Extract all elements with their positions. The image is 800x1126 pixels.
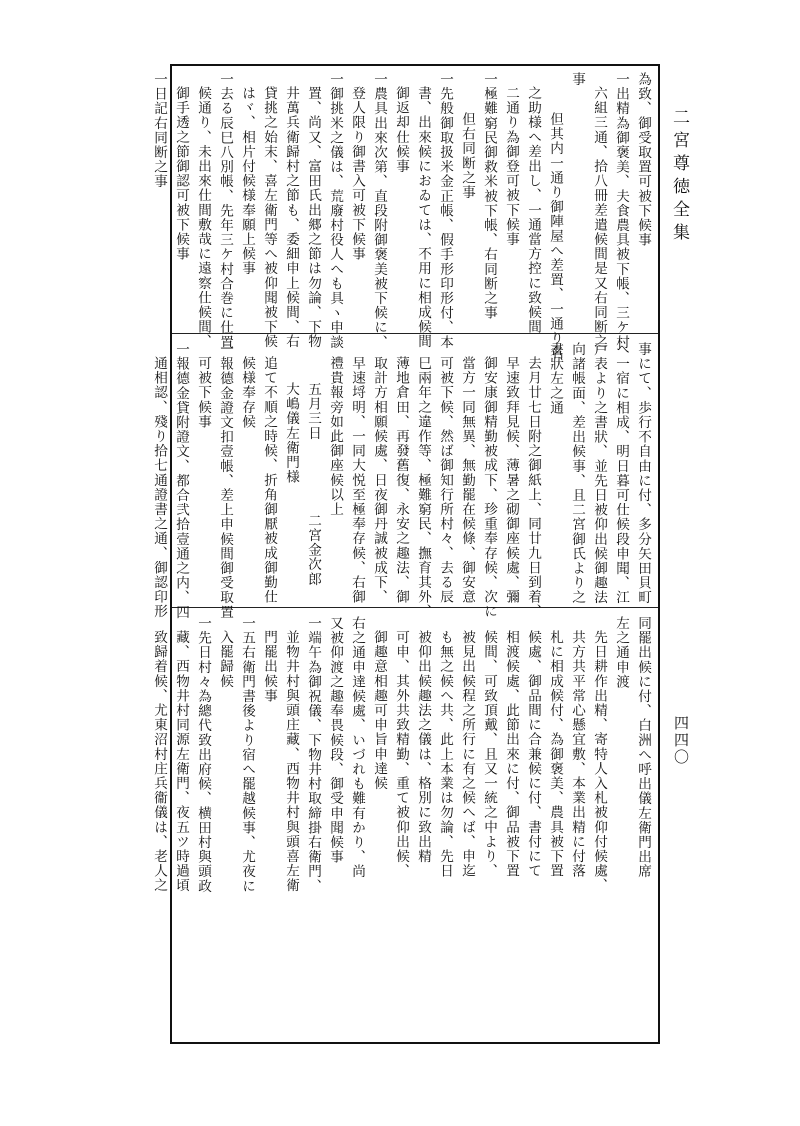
text-line: へ一宿に相成、明日暮可仕候段申聞、江 — [613, 342, 629, 605]
text-line: 但右同断之事 — [459, 112, 475, 200]
text-line: 御安康御精勤被成下、珍重奉存候、次に — [481, 356, 497, 619]
text-line: 同罷出候に付、白洲へ呼出儀左衛門出席 — [635, 616, 651, 879]
text-line: 御返却仕候事 — [393, 86, 409, 174]
text-line: 一御挑米之儀は、荒廢村役人へも具ヽ申談 — [327, 72, 343, 350]
text-line: 御手透之節御認可被下候事 — [173, 86, 189, 262]
text-line: 可被下候事 — [195, 356, 211, 429]
text-line: 早速致拜見候、薄暑之砌御座候處、彌 — [503, 356, 519, 605]
text-line: 一農具出來次第、直段附御褒美被下候に、 — [371, 72, 387, 350]
text-line: 一端午為御祝儀、下物井村取締掛右衛門、 — [305, 616, 321, 894]
text-line: 書狀左之通 — [547, 342, 563, 415]
text-line: 可申、其外共致精勤、重て被仰出候、 — [393, 630, 409, 879]
text-line: 通相認、殘り拾七通證書之通、御認印形 — [151, 356, 167, 619]
text-line: 取計方相願候處、日夜御丹誠被成下、 — [371, 356, 387, 605]
page-frame — [151, 64, 660, 1044]
addressee-line: 大嶋儀左衛門様 — [283, 382, 299, 485]
text-block-top — [151, 66, 658, 361]
text-line: 被仰出候趣法之儀は、格別に致出精 — [415, 630, 431, 864]
text-line: 左之通申渡 — [613, 616, 629, 689]
text-line: 貸挑之始末、喜左衛門等へ被仰聞被下候 — [261, 86, 277, 349]
text-line: 登人限り御書入可被下候事 — [349, 86, 365, 262]
text-line: 被見出候程之所行に有之候へば、申迄 — [459, 630, 475, 879]
text-line: 共方共平常心懸宜敷、本業出精に付落 — [569, 630, 585, 879]
text-line: 巳兩年之違作等、極難窮民、撫育其外、 — [415, 356, 431, 619]
text-line: 致歸着候、尤東沼村庄兵衞儀は、老人之 — [151, 630, 167, 893]
text-line: 可被下候、然ば御知行所村々、去る辰 — [437, 356, 453, 605]
text-line: 一先日村々為總代致出府候、横田村與頭政 — [195, 616, 211, 894]
text-line: 早速埒明、一同大悦至極奉存候、右御 — [349, 356, 365, 605]
text-line: 候處、御品間に合兼候に付、書付にて — [525, 630, 541, 879]
text-line: 一報德金證文扣壹帳、差上申候間御受取置 — [217, 342, 233, 620]
text-line: 右之通申達候處、いづれも難有かり、尚 — [349, 616, 365, 879]
text-line: 為致、御受取置可被下候事 — [635, 72, 651, 248]
text-line: 置、尚又、富田氏出郷之節は勿論、下物 — [305, 86, 321, 349]
text-line: 事 — [569, 72, 585, 87]
text-line: 二通り為御登可被下候事 — [503, 86, 519, 247]
text-line: 一去る辰巳八別帳、先年三ケ村合巻に仕置 — [217, 72, 233, 350]
text-line: 一出精為御褒美、夫食農具被下帳、三ケ村 — [613, 72, 629, 350]
text-line: 相渡候處、此節出來に付、御品被下置 — [503, 630, 519, 879]
signature-line: 五月三日 二宮金次郎 — [305, 382, 321, 587]
text-line: 追て不順之時候、折角御厭被成御勤仕 — [261, 356, 277, 605]
text-line: 戸表より之書狀、並先日被仰出候御趣法 — [591, 342, 607, 605]
text-line: 一極難窮民御救米被下帳、右同断之事 — [481, 72, 497, 321]
text-line: も無之候へ共、此上本業は勿論、先日 — [437, 630, 453, 879]
text-line: はヾ、相片付候様奉願上候事 — [239, 86, 255, 276]
text-line: 札に相成候付、為御褒美、農具被下置 — [547, 630, 563, 879]
text-block-middle — [151, 336, 658, 620]
text-line: 並物井村與頭庄藏、西物井村與頭喜左衛 — [283, 630, 299, 893]
text-line: 又被仰渡之趣奉畏候段、御受申聞候事 — [327, 616, 343, 865]
text-line: 先日耕作出精、寄特人入札被仰付候處、 — [591, 630, 607, 893]
text-line: 井萬兵衛歸村之節も、委細申上候間、右 — [283, 86, 299, 349]
text-line: 一日記右同断之事 — [151, 72, 167, 189]
text-line: 薄地倉田、再發舊復、永安之趣法、御 — [393, 356, 409, 605]
text-line: 藏、西物井村同源左衛門、夜五ツ時過頃 — [173, 630, 189, 893]
text-line: 但其内一通り御陣屋へ差置、一通り名 — [547, 112, 563, 361]
text-line: 書、出來候におゐては、不用に相成候間 — [415, 86, 431, 349]
text-line: 御趣意相趣可申旨申達候 — [371, 630, 387, 791]
text-line: 候通り、未出來仕間敷哉に遠察仕候間、 — [195, 86, 211, 349]
text-line: 之助様へ差出し、一通當方控に致候間 — [525, 86, 541, 335]
text-line: 去月廿七日附之御紙上、同廿九日到着、 — [525, 356, 541, 619]
text-line: 當方一同無異、無勤罷在候條、御安意 — [459, 356, 475, 605]
book-title: 二宮尊徳全集 — [669, 108, 689, 246]
page-number: 四四〇 — [672, 715, 690, 766]
text-line: 候間、可致頂戴、且又一統之中より、 — [481, 630, 497, 879]
text-line: 一五右衛門書後より宿へ罷越候事、尤夜に — [239, 616, 255, 894]
text-line: 向諸帳面、差出候事、且二宮御氏より之 — [569, 342, 585, 605]
text-line: 一先般御取扱米金正帳、假手形印形付、本 — [437, 72, 453, 350]
text-line: 一報德金貸附證文、都合弐拾壹通之内、四 — [173, 342, 189, 620]
text-line: 事にて、歩行不自由に付、多分矢田貝町 — [635, 342, 651, 605]
text-line: 六組三通、拾八冊差遣候間是又右同断之 — [591, 86, 607, 349]
text-line: 候様奉存候 — [239, 356, 255, 429]
text-line: 門罷出候事 — [261, 630, 277, 703]
text-block-bottom — [151, 610, 658, 1044]
text-line: 入罷歸候 — [217, 630, 233, 689]
text-line: 禮貴報旁如此御座候以上 — [327, 356, 343, 517]
